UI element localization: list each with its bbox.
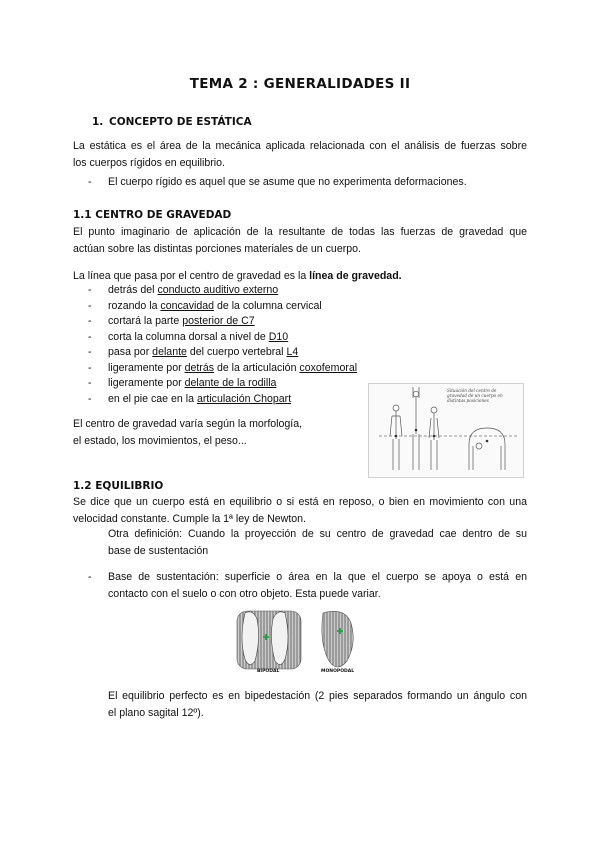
list-item: - pasa por delante del cuerpo vertebral L4	[88, 345, 357, 361]
section-heading-text: CONCEPTO DE ESTÁTICA	[109, 116, 252, 128]
paragraph-line: Otra definición: Cuando la proyección de su centro de gravedad cae dentro de su	[108, 528, 527, 540]
list-item: - ligeramente por detrás de la articulación coxofemoral	[88, 361, 357, 377]
section-number: 1.	[92, 116, 104, 128]
bullet-list-linea-gravedad	[88, 283, 357, 407]
list-item: - en el pie cae en la articulación Chopart	[88, 392, 357, 408]
paragraph-line: base de sustentación	[108, 544, 209, 557]
center-of-gravity-figure	[368, 383, 524, 478]
page-title: TEMA 2 : GENERALIDADES II	[189, 76, 411, 92]
feet-label-bipodal: BIPODAL	[257, 669, 280, 674]
paragraph-variacion	[73, 416, 302, 449]
list-item: - detrás del conducto auditivo externo	[88, 283, 357, 299]
paragraph-line: El punto imaginario de aplicación de la resultante de todas las fuerzas de gravedad que	[73, 226, 527, 238]
paragraph-line: Base de sustentación: superficie o área en la que el cuerpo se apoya o está en	[108, 571, 527, 583]
paragraph-line: los cuerpos rígidos en equilibrio.	[73, 156, 225, 169]
posture-illustration	[369, 384, 523, 477]
paragraph-line: El equilibrio perfecto es en bipedestación (2 pies separados formando un ángulo con	[108, 690, 527, 702]
footprints-illustration	[233, 609, 375, 677]
list-item: - rozando la concavidad de la columna cervical	[88, 299, 357, 315]
paragraph-line: El centro de gravedad varía según la morfología,	[73, 418, 303, 430]
base-of-support-figure	[233, 609, 375, 677]
paragraph-line: actúan sobre las distintas porciones materiales de un cuerpo.	[73, 242, 361, 255]
paragraph-line: Se dice que un cuerpo está en equilibrio o si está en reposo, o bien en movimiento con una	[73, 496, 527, 508]
paragraph-centro-gravedad	[73, 224, 527, 257]
linea-intro: La línea que pasa por el centro de gravedad es la	[73, 270, 310, 282]
paragraph-line: La estática es el área de la mecánica aplicada relacionada con el análisis de fuerzas sobre	[73, 140, 527, 152]
linea-gravedad-bold: línea de gravedad.	[309, 270, 402, 282]
list-item: - El cuerpo rígido es aquel que se asume que no experimenta deformaciones.	[88, 175, 467, 191]
document-page: TEMA 2 : GENERALIDADES II 1. CONCEPTO DE ESTÁTICA La estática es el área de la mecánica aplicada relacionada con el análisis de fuerzas sobre los cuerpos rígidos en equilibrio. - El cuerpo rígido es aquel que se asume que no experimenta deformaciones. 1.1 CENTRO DE GRAVEDAD El punto imaginario de aplicación de la resultante de todas las fuerzas de gravedad que actúan sobre las distintas porciones materiales de un cuerpo. La línea que pasa por el centro de gravedad es la línea de gravedad. - detrás del conducto auditivo externo - rozando la concavidad de la columna cervical - cortará la parte posterior de C7 - corta la columna dorsal a nivel de D10 - pasa por delante del cuerpo vertebral L4 - ligeramente por detrás de la articulación coxofemoral - ligeramente por delante de la rodilla - en el pie cae en la articulación Chopart El centro de gravedad varía según la morfología, el estado, los movimientos, el peso... Situación del centro de gravedad de un cuerpo en distintas posiciones 1.2 EQUILIBRIO Se dice que un cuerpo está en equilibrio o si está en reposo, o bien en movimiento con una velocidad constante. Cumple la 1ª ley de Newton. Otra definición: Cuando la proyección de su centro de gravedad cae dentro de su base de sustentación - Base de sustentación: superficie o área en la que el cuerpo se apoya o está en contacto con el suelo o con otro objeto. Esta puede variar. BIPODAL MONOPODAL El equilibrio perfecto es en bipedestación (2 pies separados formando un ángulo con el plano sagital 12º).	[0, 0, 600, 848]
feet-label-monopodal: MONOPODAL	[321, 669, 355, 674]
paragraph-line: contacto con el suelo o con otro objeto. Esta puede variar.	[108, 587, 381, 600]
figure-caption: Situación del centro de gravedad de un cuerpo en distintas posiciones	[447, 388, 503, 403]
paragraph-line: velocidad constante. Cumple la 1ª ley de Newton.	[73, 512, 306, 525]
paragraph-otra-definicion	[108, 526, 527, 559]
paragraph-equilibrio	[73, 494, 527, 527]
section-heading-centro-gravedad: 1.1 CENTRO DE GRAVEDAD	[73, 209, 232, 221]
paragraph-line: el estado, los movimientos, el peso...	[73, 434, 247, 447]
section-heading-concepto	[92, 116, 252, 128]
section-heading-equilibrio: 1.2 EQUILIBRIO	[73, 480, 164, 492]
list-item: - cortará la parte posterior de C7	[88, 314, 357, 330]
paragraph-equilibrio-perfecto	[108, 688, 527, 721]
list-item: - ligeramente por delante de la rodilla	[88, 376, 357, 392]
paragraph-line: el plano sagital 12º).	[108, 706, 204, 719]
bullet-list-estatica	[88, 175, 467, 191]
list-item: - corta la columna dorsal a nivel de D10	[88, 330, 357, 346]
paragraph-estatica	[73, 138, 527, 171]
